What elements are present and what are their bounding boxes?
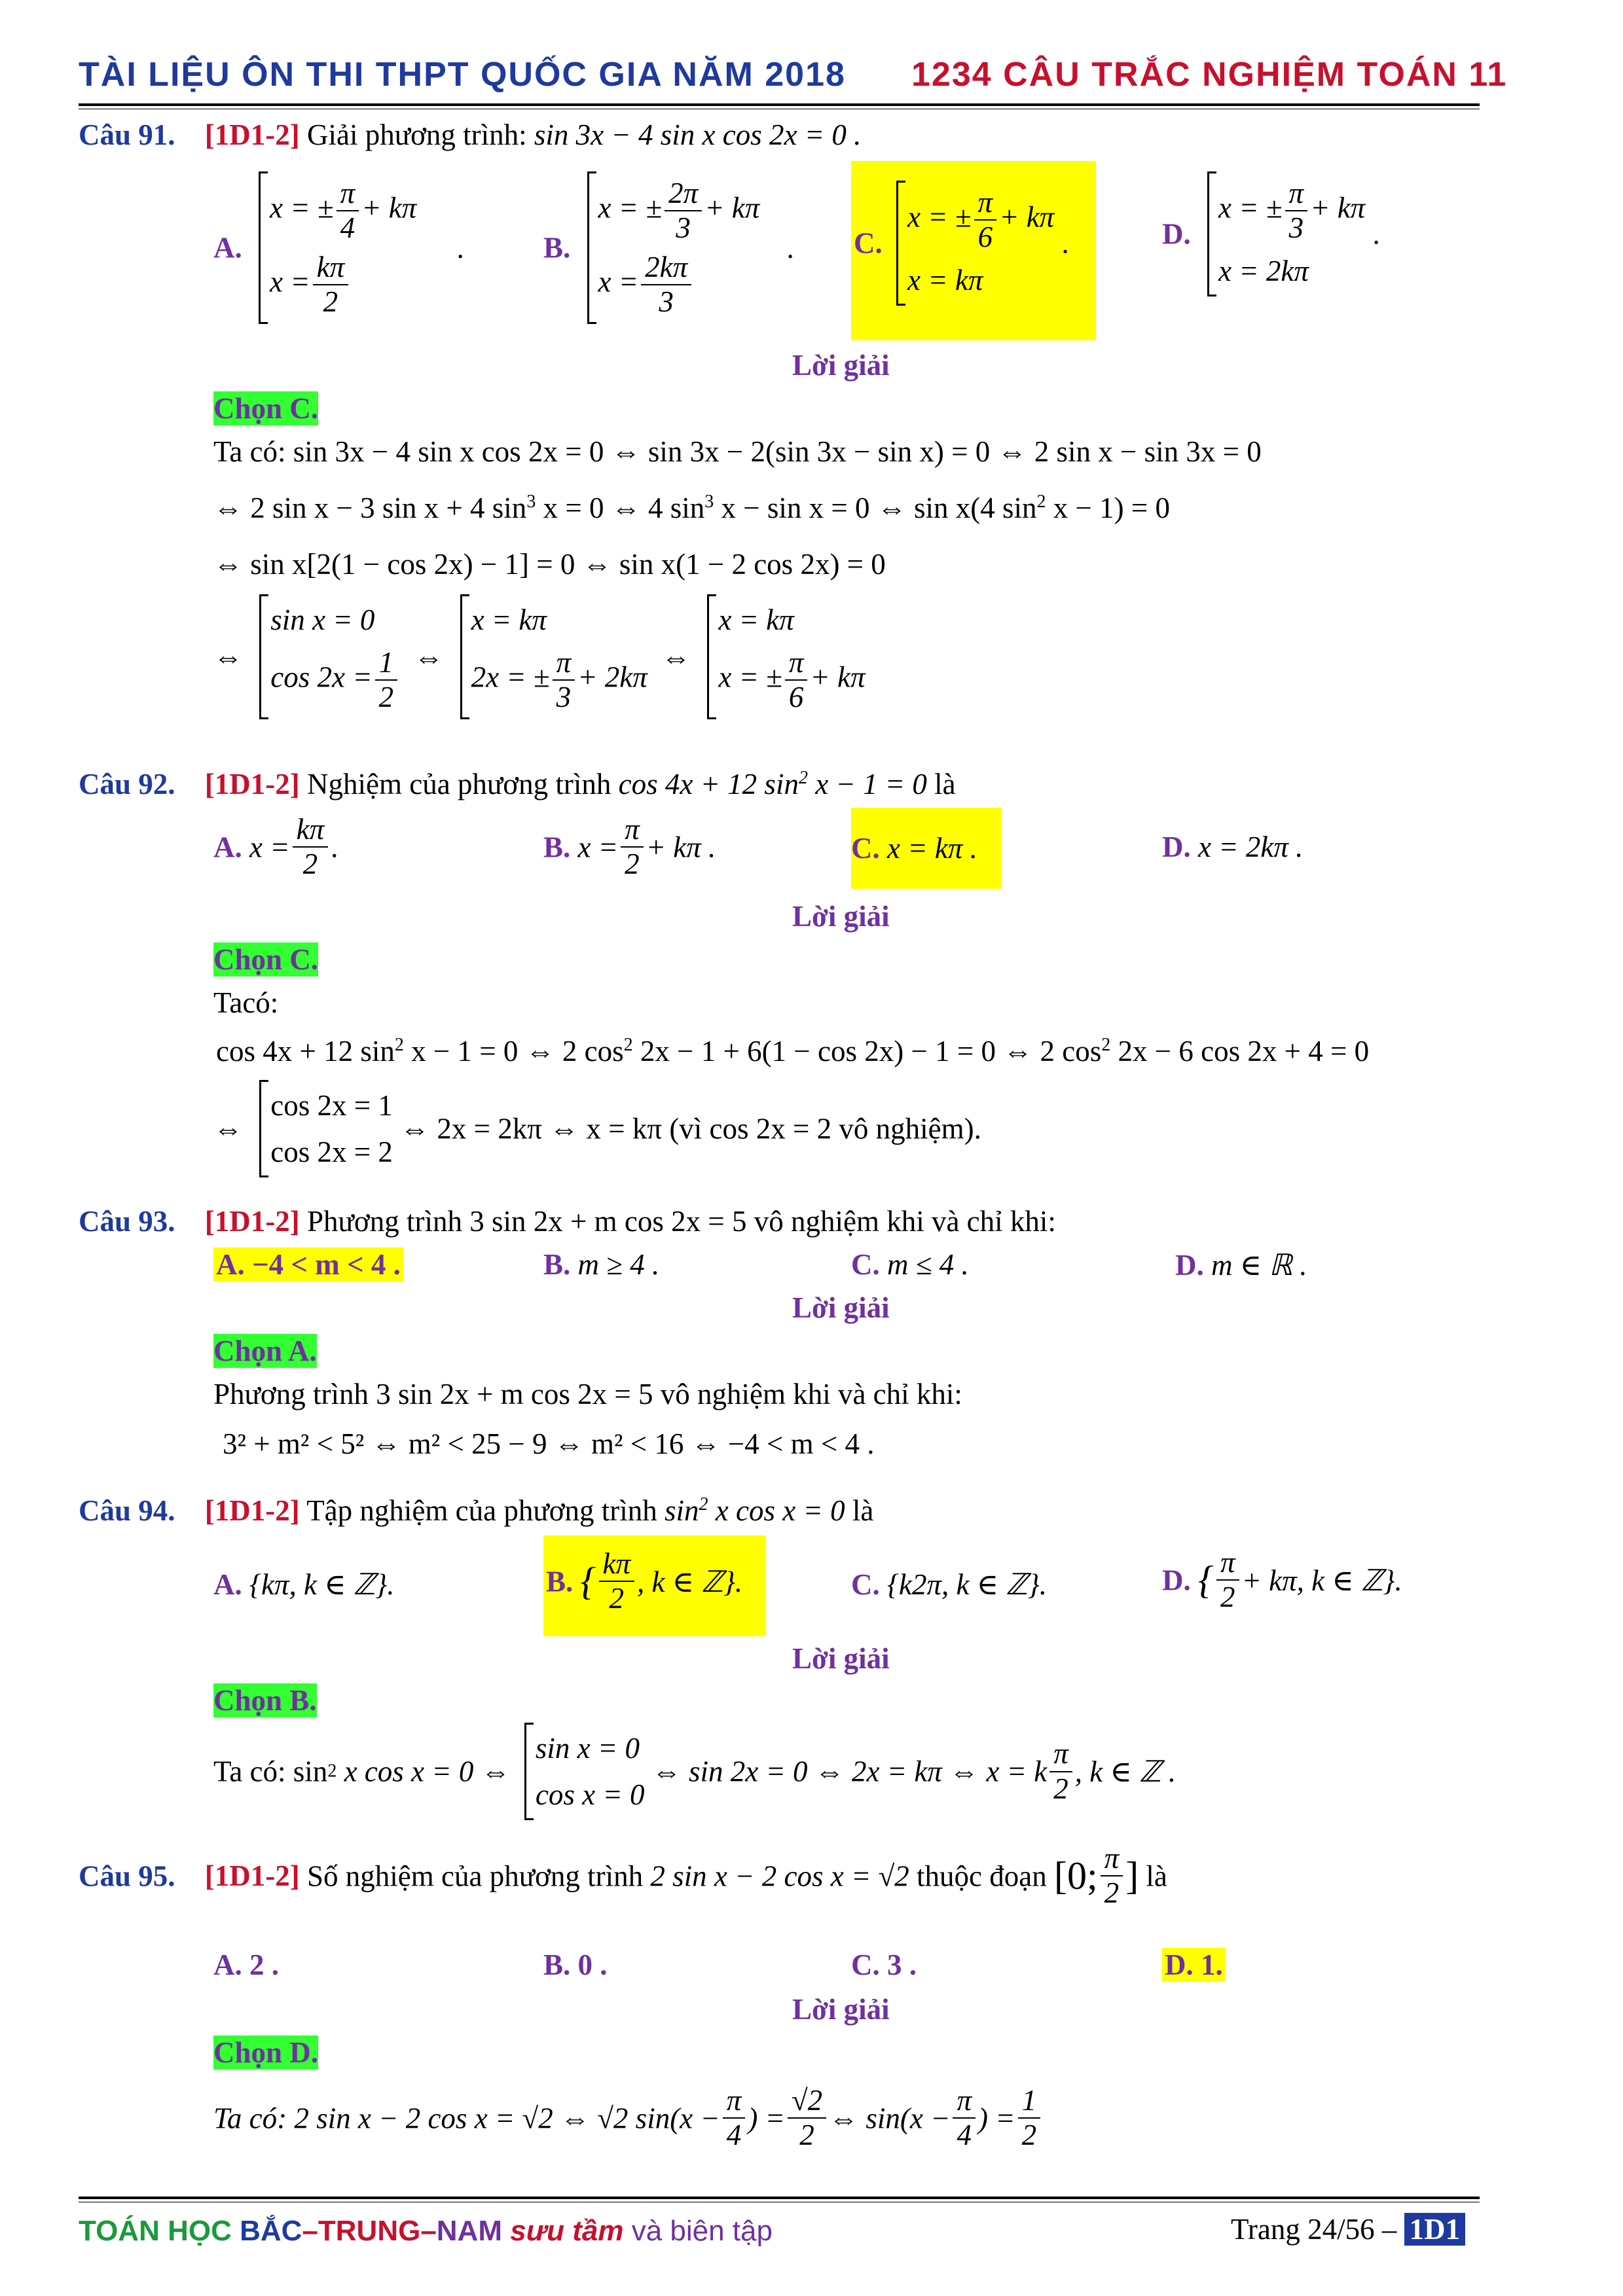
option-label: D. bbox=[1162, 217, 1191, 251]
option-d[interactable]: D. x = 2kπ . bbox=[1162, 831, 1304, 863]
option-a[interactable]: A. 2 . bbox=[213, 1948, 279, 1981]
option-b[interactable]: B. x = ± $\frac{2\pi}{3}$ + kπ x = $\frac{2k\pi}{3}$ . bbox=[543, 171, 794, 324]
system-bracket: sin x = 0 cos x = 0 bbox=[524, 1723, 645, 1820]
solution-title: Lời giải bbox=[792, 349, 890, 382]
header-rule bbox=[79, 103, 1480, 106]
option-b[interactable]: B. m ≥ 4 . bbox=[543, 1248, 660, 1281]
question-93: Câu 93. [1D1-2] Phương trình 3 sin 2x + m cos 2x = 5 vô nghiệm khi và chỉ khi: bbox=[79, 1205, 1056, 1238]
option-c[interactable]: C. 3 . bbox=[851, 1948, 917, 1981]
question-tag: [1D1-2] bbox=[204, 1859, 300, 1893]
system-bracket: sin x = 0 cos 2x = $\frac{1}{2}$ bbox=[259, 594, 400, 719]
question-95: Câu 95. [1D1-2] Số nghiệm của phương trình 2 sin x − 2 cos x = √2 thuộc đoạn [0; $\frac{\pi}{2}$ ] là bbox=[79, 1842, 1167, 1910]
option-d[interactable]: D. m ∈ ℝ . bbox=[1175, 1249, 1307, 1282]
option-c-correct[interactable]: C. x = kπ . bbox=[851, 808, 1002, 889]
solution-line-2: ⇔ 2 sin x − 3 sin x + 4 $\sin^3 x = 0$ ⇔ 4 $\sin^3 x - \sin x = 0$ ⇔ sin x(4 $\sin^2 x - 1) = 0$ bbox=[213, 492, 1171, 524]
option-a[interactable]: A. x = ± $\frac{\pi}{4}$ + kπ x = $\frac{k\pi}{2}$ . bbox=[213, 171, 464, 324]
solution-line-2: 3² + m² < 5² ⇔ m² < 25 − 9 ⇔ m² < 16 ⇔ −4 < m < 4 . bbox=[223, 1427, 875, 1460]
question-94: Câu 94. [1D1-2] Tập nghiệm của phương trình $\sin^2 x$ cos x = 0 là bbox=[79, 1494, 874, 1527]
answer-choice: Chọn B. bbox=[213, 1684, 317, 1717]
solution-title: Lời giải bbox=[792, 1642, 890, 1675]
question-tag: [1D1-2] bbox=[204, 1205, 300, 1238]
solution-line-4: ⇔ sin x = 0 cos 2x = $\frac{1}{2}$ ⇔ x = kπ 2x = ± $\frac{\pi}{3}$ + 2kπ ⇔ x = kπ x = ± $\frac{\pi}{6}$ + kπ bbox=[213, 594, 866, 719]
question-tag: [1D1-2] bbox=[204, 1494, 300, 1527]
option-label: C. bbox=[854, 226, 883, 260]
system-bracket: x = ± $\frac{2\pi}{3}$ + kπ x = $\frac{2k\pi}{3}$ bbox=[587, 171, 760, 324]
option-d-correct[interactable]: D. 1. bbox=[1162, 1948, 1226, 1982]
solution-line-3: ⇔ sin x[2(1 − cos 2x) − 1] = 0 ⇔ sin x(1 − 2 cos 2x) = 0 bbox=[213, 548, 886, 581]
footer-brand: TOÁN HỌC BẮC–TRUNG–NAM sưu tầm và biên tập bbox=[79, 2215, 773, 2247]
answer-choice: Chọn C. bbox=[213, 392, 319, 425]
answer-choice: Chọn D. bbox=[213, 2036, 319, 2069]
header-right: 1234 CÂU TRẮC NGHIỆM TOÁN 11 bbox=[911, 56, 1508, 94]
solution-line-1: Tacó: bbox=[213, 986, 279, 1019]
option-c[interactable]: C. m ≤ 4 . bbox=[851, 1248, 969, 1281]
solution-line-1: Phương trình 3 sin 2x + m cos 2x = 5 vô nghiệm khi và chỉ khi: bbox=[213, 1378, 962, 1410]
system-bracket: x = kπ x = ± $\frac{\pi}{6}$ + kπ bbox=[707, 594, 865, 719]
system-bracket: cos 2x = 1 cos 2x = 2 bbox=[259, 1080, 393, 1177]
solution-line-1: Ta có: sin2 x cos x = 0 ⇔ sin x = 0 cos x = 0 ⇔ sin 2x = 0 ⇔ 2x = kπ ⇔ x = k $\frac{\pi}{2}$ , k ∈ ℤ . bbox=[213, 1723, 1176, 1820]
question-92: Câu 92. [1D1-2] Nghiệm của phương trình cos 4x + 12 $\sin^2 x - 1 = 0$ là bbox=[79, 768, 956, 800]
footer-page-number: Trang 24/56 – 1D1 bbox=[1231, 2212, 1465, 2246]
question-label: Câu 91. bbox=[79, 118, 175, 151]
option-d[interactable]: D. { $\frac{\pi}{2}$ + kπ, k ∈ ℤ}. bbox=[1162, 1546, 1402, 1614]
option-c-correct[interactable]: C. x = ± $\frac{\pi}{6}$ + kπ x = kπ . bbox=[851, 161, 1096, 340]
option-b[interactable]: B. 0 . bbox=[543, 1948, 608, 1981]
option-label: A. bbox=[213, 231, 242, 264]
system-bracket: x = ± $\frac{\pi}{3}$ + kπ x = 2kπ bbox=[1207, 171, 1365, 296]
option-a[interactable]: A. x = $\frac{k\pi}{2}$ . bbox=[213, 813, 338, 881]
option-a-correct[interactable]: A. −4 < m < 4 . bbox=[213, 1247, 403, 1282]
question-text: Giải phương trình: bbox=[307, 118, 527, 151]
solution-line-2: cos 4x + 12 $\sin^2 x - 1 = 0$ ⇔ 2 $\cos^2 2x - 1 + 6(1 - \cos 2x) - 1 = 0$ ⇔ 2 $\cos^2 2x - 6$ cos 2x + 4 = 0 bbox=[216, 1035, 1370, 1067]
system-bracket: x = ± $\frac{\pi}{6}$ + kπ x = kπ bbox=[896, 181, 1054, 306]
option-c[interactable]: C. {k2π, k ∈ ℤ}. bbox=[851, 1568, 1048, 1601]
question-equation: sin 3x − 4 sin x cos 2x = 0 . bbox=[534, 118, 862, 151]
question-91 bbox=[79, 118, 861, 152]
option-b-correct[interactable]: B. { $\frac{k\pi}{2}$ , k ∈ ℤ}. bbox=[543, 1535, 766, 1636]
system-bracket: x = ± $\frac{\pi}{4}$ + kπ x = $\frac{k\pi}{2}$ bbox=[259, 171, 416, 324]
question-tag: [1D1-2] bbox=[204, 118, 300, 151]
system-bracket: x = kπ 2x = ± $\frac{\pi}{3}$ + 2kπ bbox=[460, 594, 647, 719]
question-label: Câu 95. bbox=[79, 1859, 175, 1893]
option-d[interactable]: D. x = ± $\frac{\pi}{3}$ + kπ x = 2kπ . bbox=[1162, 171, 1380, 296]
option-b[interactable]: B. x = $\frac{\pi}{2}$ + kπ . bbox=[543, 813, 716, 881]
question-tag: [1D1-2] bbox=[204, 768, 300, 800]
footer-chapter-code: 1D1 bbox=[1404, 2213, 1466, 2246]
question-label: Câu 94. bbox=[79, 1494, 175, 1527]
question-label: Câu 93. bbox=[79, 1205, 175, 1238]
solution-line-1: Ta có: 2 sin x − 2 cos x = √2 ⇔ √2 sin(x − $\frac{\pi}{4}$ ) = $\frac{√2}{2}$ ⇔ sin(x − $\frac{\pi}{4}$ ) = $\frac{1}{2}$ bbox=[213, 2085, 1043, 2151]
option-label: B. bbox=[543, 231, 571, 264]
solution-line-3: ⇔ cos 2x = 1 cos 2x = 2 ⇔ 2x = 2kπ ⇔ x = kπ (vì cos 2x = 2 vô nghiệm). bbox=[213, 1080, 981, 1177]
question-label: Câu 92. bbox=[79, 768, 175, 800]
footer-rule bbox=[79, 2197, 1480, 2199]
answer-choice: Chọn C. bbox=[213, 943, 319, 976]
answer-choice: Chọn A. bbox=[213, 1335, 317, 1367]
option-a[interactable]: A. {kπ, k ∈ ℤ}. bbox=[213, 1568, 395, 1601]
solution-line-1: Ta có: sin 3x − 4 sin x cos 2x = 0 ⇔ sin 3x − 2(sin 3x − sin x) = 0 ⇔ 2 sin x − sin 3x = 0 bbox=[213, 435, 1262, 468]
solution-title: Lời giải bbox=[792, 900, 890, 933]
header-left: TÀI LIỆU ÔN THI THPT QUỐC GIA NĂM 2018 bbox=[79, 56, 846, 94]
solution-title: Lời giải bbox=[792, 1291, 890, 1324]
solution-title: Lời giải bbox=[792, 1993, 890, 2026]
